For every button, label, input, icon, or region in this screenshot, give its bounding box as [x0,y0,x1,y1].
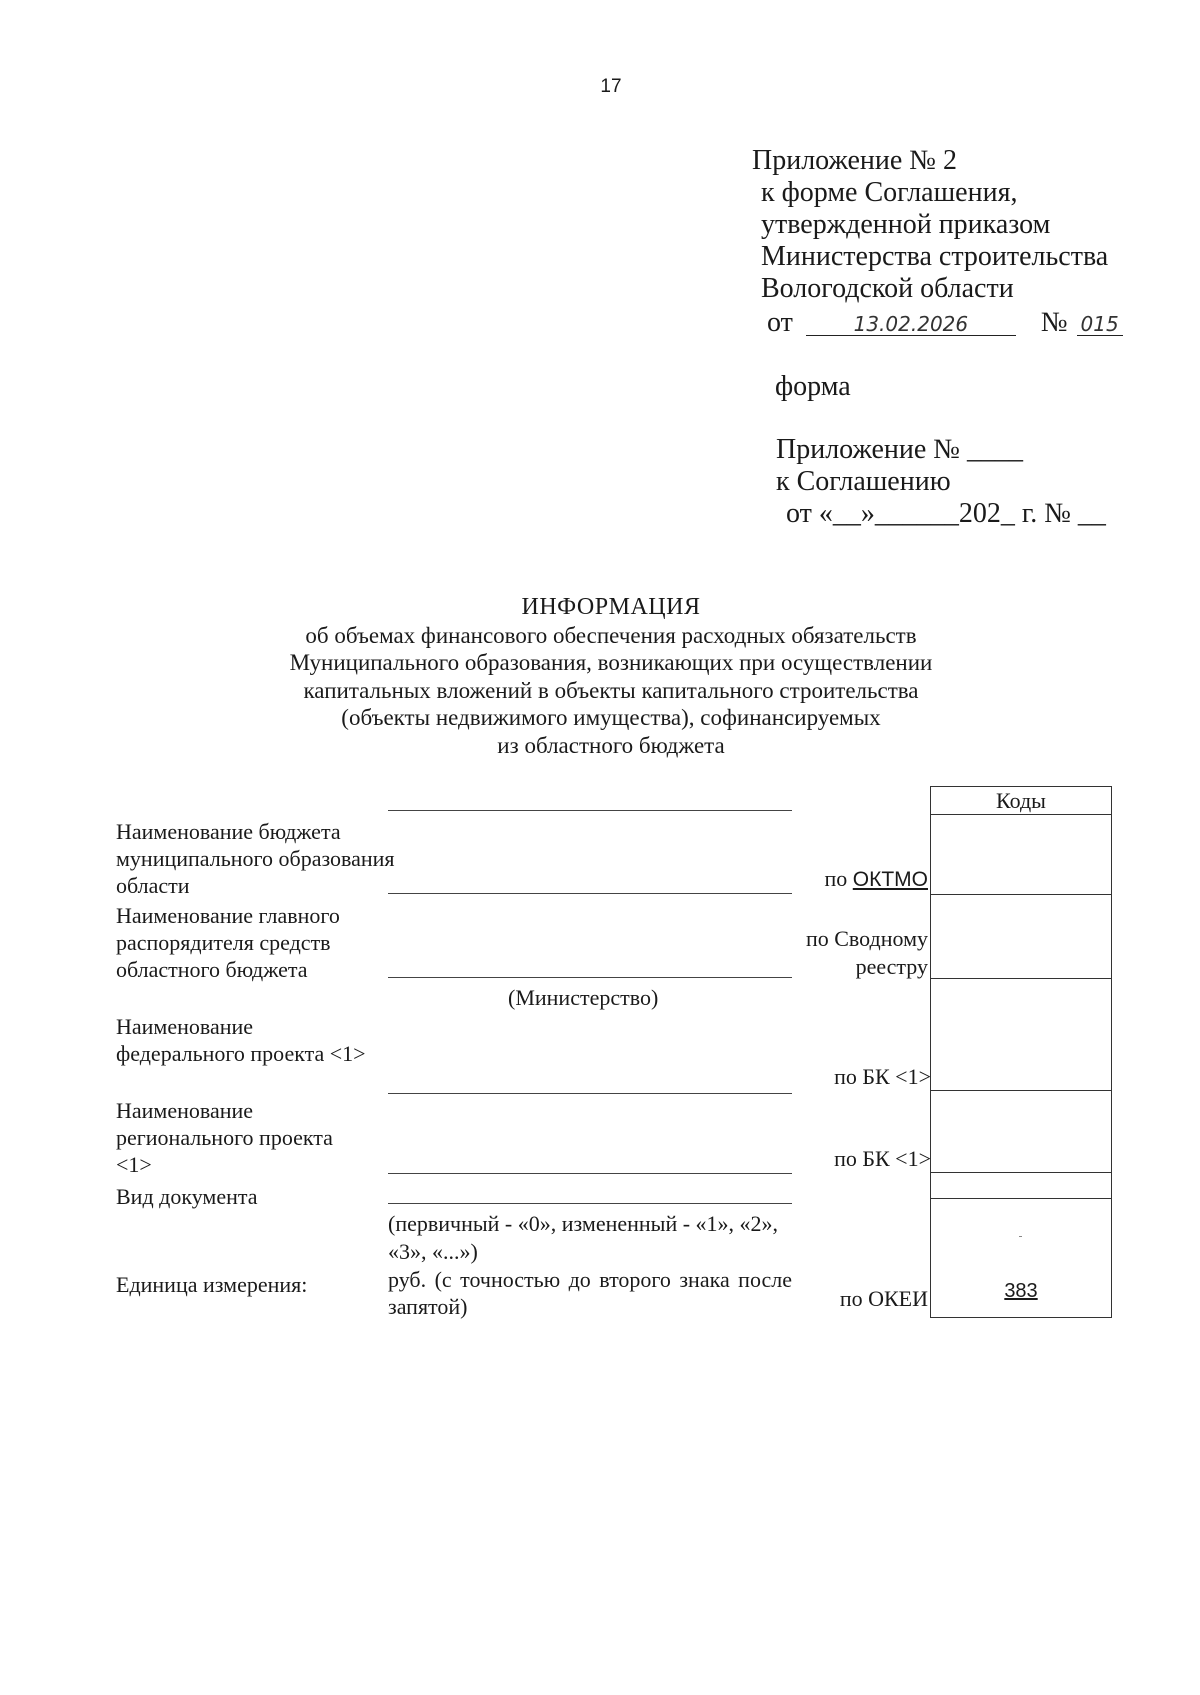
number-label: № [1040,307,1068,338]
title-line: (объекты недвижимого имущества), софинансируемых [341,705,881,730]
ministry-note: (Министерство) [508,985,659,1010]
from-label: от [767,307,793,338]
oktmo-code-name: ОКТМО [852,868,928,891]
doc-type-note: (первичный - «0», измененный - «1», «2», «3», «...») [388,1211,779,1264]
code-cell-doc-border [931,1198,1111,1199]
regional-project-label: Наименование регионального проекта <1> [116,1098,333,1177]
title-line: из областного бюджета [497,732,725,758]
budget-name-label: Наименование бюджета муниципального образования области [116,819,395,898]
okei-code-value: 383 [1004,1280,1038,1302]
fill-line-federal[interactable] [388,1093,792,1094]
title-line: об объемах финансового обеспечения расходных обязательств [305,622,917,648]
doc-type-label: Вид документа [116,1184,258,1209]
fill-line-doc-type[interactable] [388,1203,792,1204]
title-line: Муниципального образования, возникающих при осуществлении [289,650,933,675]
appendix-line-3: утвержденной приказом [761,209,1051,240]
svod-label-line-1: по Сводному [805,926,928,951]
fill-line-regional[interactable] [388,1173,792,1174]
unit-value: руб. (с точностью до второго знака после запятой) [388,1267,792,1319]
agreement-header [776,434,1106,530]
title-main: ИНФОРМАЦИЯ [521,594,701,620]
main-manager-label: Наименование главного распорядителя средств областного бюджета [116,903,340,982]
page-number: 17 [600,76,622,97]
handwritten-date: 13.02.2026 [806,313,1016,336]
appendix-line-2: к форме Соглашения, [761,177,1018,208]
bk-label-regional: по БК <1> [834,1146,931,1171]
federal-project-label: Наименование федерального проекта <1> [116,1014,366,1066]
appendix-line-4: Министерства строительства [761,241,1109,272]
svod-label-line-2: реестру [855,954,928,979]
oktmo-label: по ОКТМО [824,866,928,891]
appendix-title: Приложение № 2 [752,145,957,176]
okei-label: по ОКЕИ [839,1286,928,1311]
agreement-line-2: к Соглашению [776,466,951,497]
codes-header: Коды [931,787,1111,815]
agreement-line-3: от «__»______202_ г. № __ [786,498,1106,529]
code-cell-svod-border [931,978,1111,979]
agreement-line-1: Приложение № ____ [776,434,1023,465]
code-cell-bk1-border [931,1090,1111,1091]
scan-speck [1019,1236,1022,1237]
title-line: капитальных вложений в объекты капитального строительства [303,677,919,703]
bk-label-federal: по БК <1> [834,1064,931,1089]
document-title [0,594,1200,759]
unit-label: Единица измерения: [116,1272,308,1297]
fill-line-manager[interactable] [388,977,792,978]
code-cell-bk2-border [931,1172,1111,1173]
appendix-line-5: Вологодской области [761,273,1014,304]
fill-line-top [388,810,792,811]
codes-table [930,786,1112,1318]
form-label: форма [775,371,851,402]
appendix-header [752,145,1123,339]
appendix-date-row [752,307,1123,339]
fill-line-budget[interactable] [388,893,792,894]
handwritten-number: 015 [1077,313,1123,336]
code-cell-oktmo-border [931,894,1111,895]
